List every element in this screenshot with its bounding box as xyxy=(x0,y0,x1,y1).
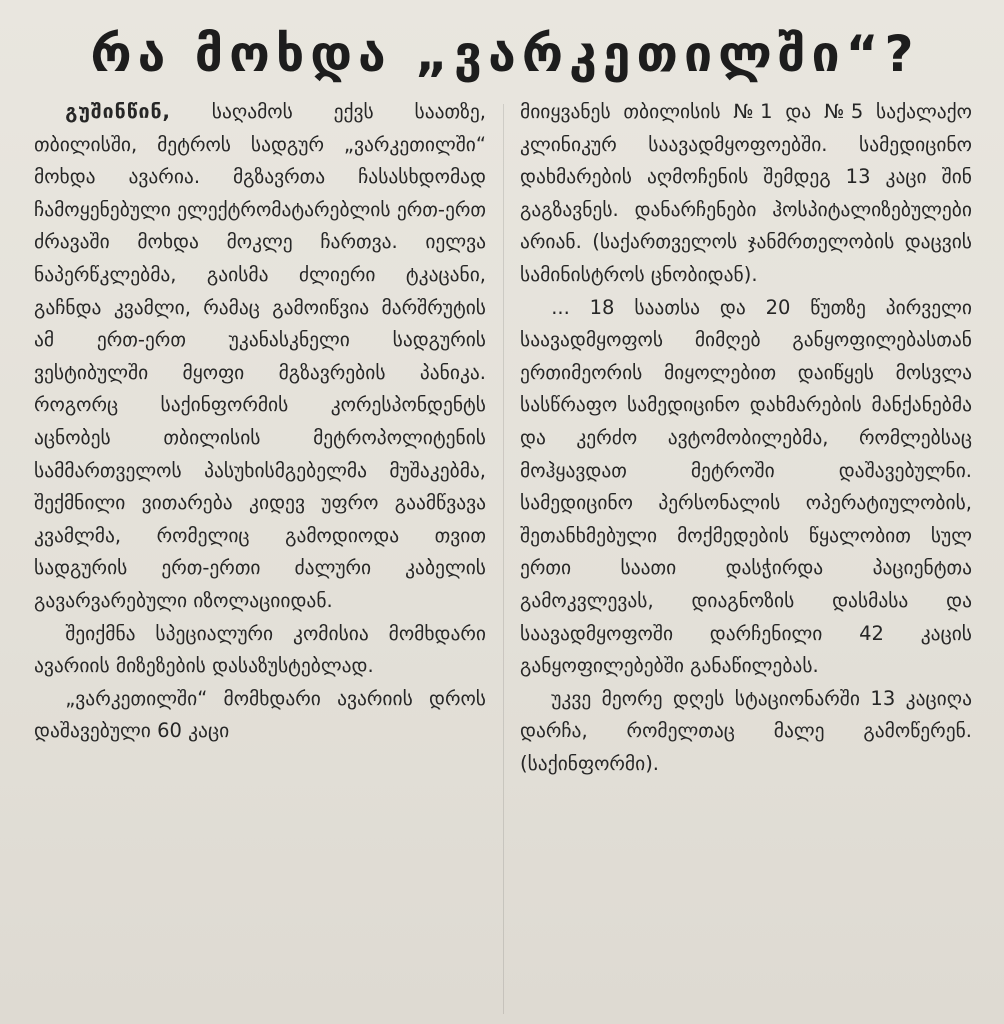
column-divider xyxy=(503,104,504,1014)
right-paragraph-3: უკვე მეორე დღეს სტაციონარში 13 კაციღა დარჩა, რომელთაც მალე გამოწერენ. (საქინფორმი). xyxy=(520,686,972,775)
left-paragraph-2: შეიქმნა სპეციალური კომისია მომხდარი ავარიის მიზეზების დასაზუსტებლად. xyxy=(34,621,486,678)
left-paragraph-3: „ვარკეთილში“ მომხდარი ავარიის დროს დაშავებული 60 კაცი xyxy=(34,686,486,743)
left-paragraph-1 xyxy=(34,96,486,618)
left-column xyxy=(34,96,486,1024)
dateline: გუშინწინ, xyxy=(65,100,171,123)
right-column xyxy=(520,96,972,1024)
headline: რა მოხდა „ვარკეთილში“? xyxy=(90,25,920,83)
right-paragraph-1: მიიყვანეს თბილისის №1 და №5 საქალაქო კლინიკურ საავადმყოფოებში. სამედიცინო დახმარების აღმოჩენის შემდეგ 13 კაცი შინ გაგზავნეს. დანარჩენები ჰოსპიტალიზებულები არიან. (საქართველოს ჯანმრთელობის დაცვის სამინისტროს ცნობიდან). xyxy=(520,100,972,286)
right-paragraph-2: ... 18 საათსა და 20 წუთზე პირველი საავადმყოფოს მიმღებ განყოფილებასთან ერთიმეორის მიყოლებით დაიწყეს მოსვლა სასწრაფო სამედიცინო დახმარების მანქანებმა და კერძო ავტომობილებმა, რომლებსაც მოჰყავდათ მეტროში დაშავებულნი. სამედიცინო პერსონალის ოპერატიულობის, შეთანხმებული მოქმედების წყალობით სულ ერთი საათი დასჭირდა პაციენტთა გამოკვლევას, დიაგნოზის დასმასა და საავადმყოფოში დარჩენილი 42 კაცის განყოფილებებში განაწილებას. xyxy=(520,295,972,678)
left-paragraph-1-text: საღამოს ექვს საათზე, თბილისში, მეტროს სადგურ „ვარკეთილში“ მოხდა ავარია. მგზავრთა ჩასასხდომად ჩამოყენებული ელექტრომატარებლის ერთ-ერთ ძრავაში მოხდა მოკლე ჩართვა. იელვა ნაპერწკლებმა, გაისმა ძლიერი ტკაცანი, გაჩნდა კვამლი, რამაც გამოიწვია მარშრუტის ამ ერთ-ერთ უკანასკნელი სადგურის ვესტიბულში მყოფი მგზავრების პანიკა. როგორც საქინფორმის კორესპონდენტს აცნობეს თბილისის მეტროპოლიტენის სამმართველოს პასუხისმგებელმა მუშაკებმა, შექმნილი ვითარება კიდევ უფრო გაამწვავა კვამლმა, რომელიც გამოდიოდა თვით სადგურის ერთ-ერთი ძალური კაბელის გავარვარებული იზოლაციიდან. xyxy=(34,100,486,612)
